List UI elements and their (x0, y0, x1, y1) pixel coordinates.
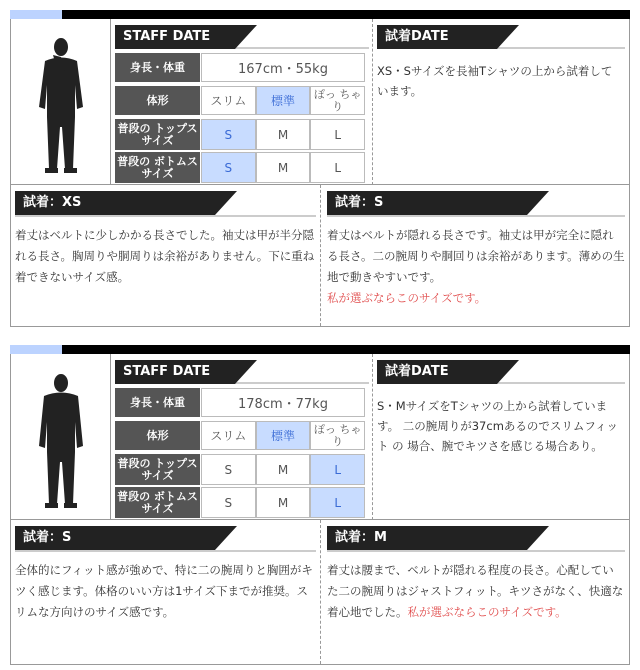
staff-date-header: STAFF DATE (115, 25, 235, 49)
body-shape-label: 体形 (115, 86, 201, 115)
tops-size-s: S (201, 454, 256, 485)
tops-size-m: M (256, 119, 311, 150)
staff-info-panel (10, 19, 630, 185)
try-left-body: 全体的にフィット感が強めで、特に二の腕周りと胸囲がキツく感じます。体格のいい方は1サイズ下までが推奨。スリムな方向けのサイズ感です。 (15, 563, 313, 619)
bottoms-size-l: L (310, 487, 365, 518)
block-accent (10, 345, 62, 354)
block-accent (10, 10, 62, 19)
silhouette-area (11, 354, 111, 520)
try-date-header: 試着DATE (377, 25, 497, 49)
try-date-panel (373, 19, 629, 185)
try-right-title: 試着：M (327, 526, 527, 550)
tops-size-l: L (310, 454, 365, 485)
bottoms-size-label: 普段の ボトムスサイズ (115, 487, 201, 518)
man-silhouette-standing-icon (31, 372, 91, 512)
try-left-text (15, 552, 316, 623)
tops-size-label: 普段の トップスサイズ (115, 119, 201, 150)
staff-date-header: STAFF DATE (115, 360, 235, 384)
body-shape-label: 体形 (115, 421, 201, 450)
try-result-panel (10, 185, 630, 327)
try-right-title: 試着：S (327, 191, 527, 215)
shape-standard: 標準 (256, 86, 311, 115)
bottoms-size-m: M (256, 487, 311, 518)
try-right-body: 着丈は腰まで、ベルトが隠れる程度の長さ。心配していた二の腕周りはジャストフィット。キツさがなく、快適な着心地でした。 (327, 563, 624, 619)
try-right-body: 着丈はベルトが隠れる長さです。袖丈は甲が完全に隠れる長さ。二の腕周りや胴回りは余裕があります。薄めの生地で動きやすいです。 (327, 228, 625, 284)
try-date-text: XS・Sサイズを長袖Tシャツの上から試着しています。 (377, 64, 613, 98)
recommend-note: 私が選ぶならこのサイズです。 (407, 605, 567, 619)
bottoms-size-s: S (201, 152, 256, 183)
shape-standard: 標準 (256, 421, 311, 450)
shape-slim: スリム (201, 86, 256, 115)
tops-size-label: 普段の トップスサイズ (115, 454, 201, 485)
height-weight-value: 167cm・55kg (201, 53, 365, 82)
staff-date-panel (111, 354, 373, 520)
try-left-text (15, 217, 316, 288)
staff-block-2 (10, 345, 630, 665)
try-right-text (327, 217, 625, 309)
bottoms-size-m: M (256, 152, 311, 183)
silhouette-area (11, 19, 111, 185)
try-result-panel (10, 520, 630, 665)
try-result-right (321, 185, 629, 326)
shape-slim: スリム (201, 421, 256, 450)
block-top-bar (10, 10, 630, 19)
try-right-text (327, 552, 625, 623)
shape-chubby: ぽっ ちゃり (310, 421, 365, 450)
tops-size-s: S (201, 119, 256, 150)
bottoms-size-label: 普段の ボトムスサイズ (115, 152, 201, 183)
try-date-text: S・MサイズをTシャツの上から試着しています。 二の腕周りが37cmあるのでスリムフィット の 場合、腕でキツさを感じる場合あり。 (377, 399, 618, 453)
try-date-panel (373, 354, 629, 520)
tops-size-m: M (256, 454, 311, 485)
staff-block-1 (10, 10, 630, 327)
try-date-header: 試着DATE (377, 360, 497, 384)
bottoms-size-s: S (201, 487, 256, 518)
try-result-left (11, 520, 321, 664)
bottoms-size-l: L (310, 152, 365, 183)
block-top-bar (10, 345, 630, 354)
height-weight-label: 身長・体重 (115, 53, 201, 82)
staff-date-panel (111, 19, 373, 185)
tops-size-l: L (310, 119, 365, 150)
try-left-title: 試着：XS (15, 191, 215, 215)
try-left-title: 試着：S (15, 526, 215, 550)
try-result-right (321, 520, 629, 664)
height-weight-value: 178cm・77kg (201, 388, 365, 417)
man-silhouette-phone-icon (31, 37, 91, 177)
height-weight-label: 身長・体重 (115, 388, 201, 417)
staff-info-panel (10, 354, 630, 520)
recommend-note: 私が選ぶならこのサイズです。 (327, 291, 487, 305)
try-left-body: 着丈はベルトに少しかかる長さでした。袖丈は甲が半分隠れる長さ。胸周りや胴周りは余裕がありません。下に重ね着できないサイズ感。 (15, 228, 315, 284)
shape-chubby: ぽっ ちゃり (310, 86, 365, 115)
try-result-left (11, 185, 321, 326)
